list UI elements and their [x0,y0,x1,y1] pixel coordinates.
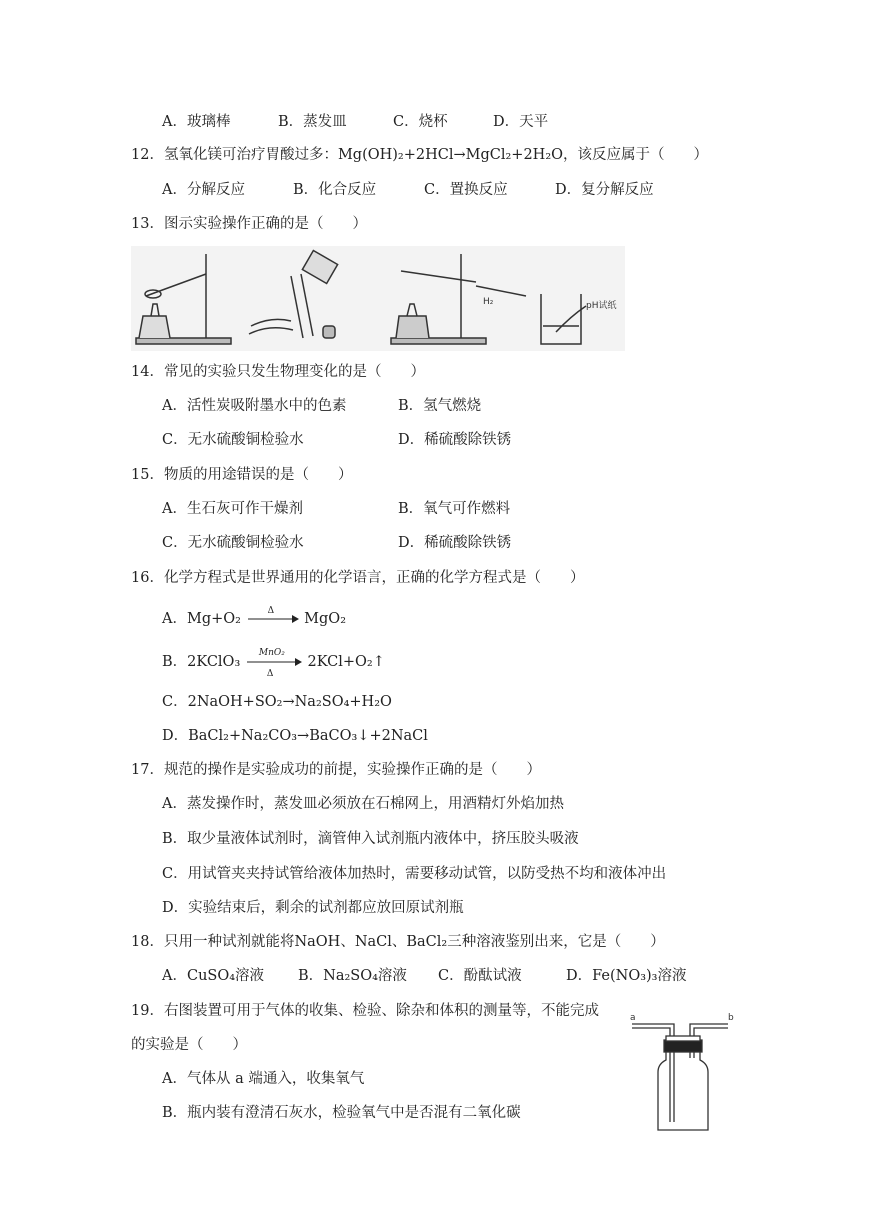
q13-stem: 13．图示实验操作正确的是（ ） [131,216,367,232]
q18-option-c: C．酚酞试液 [438,968,522,984]
q15-options-ab [162,499,510,519]
q16-option-c: C．2NaOH+SO₂→Na₂SO₄+H₂O [162,694,392,710]
gas-bottle-icon [628,1010,738,1135]
q13-lab-figure [131,246,625,351]
q16-b-reactants: B．2KClO₃ [162,654,241,670]
q15-option-c: C．无水硫酸铜检验水 [162,535,304,551]
q12-option-c: C．置换反应 [424,182,508,198]
q15-options-cd [162,533,511,553]
q17-option-d: D．实验结束后，剩余的试剂都应放回原试剂瓶 [162,900,464,916]
q12-options [162,180,654,200]
q16-b-product: 2KCl+O₂↑ [307,654,385,670]
q16-stem: 16．化学方程式是世界通用的化学语言，正确的化学方程式是（ ） [131,570,585,586]
q14-options-ab [162,396,481,416]
q11-options [162,112,548,132]
q19-stem-line2: 的实验是（ ） [131,1037,247,1053]
q18-options [162,966,687,986]
q16-b-arrow-icon [245,652,303,672]
q16-a-condition: Δ [267,606,275,616]
q11-option-a: A．玻璃棒 [162,114,231,130]
q16-option-b [162,648,385,679]
q16-b-catalyst: MnO₂ [258,648,285,658]
q14-option-a: A．活性炭吸附墨水中的色素 [162,398,347,414]
q15-stem: 15．物质的用途错误的是（ ） [131,467,353,483]
q12-option-b: B．化合反应 [293,182,377,198]
q16-a-product: MgO₂ [304,611,347,627]
q13-ph-label: pH试纸 [586,301,617,311]
q15-option-a: A．生石灰可作干燥剂 [162,501,303,517]
q19-figure [628,1010,738,1135]
q18-option-d: D．Fe(NO₃)₃溶液 [566,968,687,984]
q15-option-d: D．稀硫酸除铁锈 [398,535,512,551]
q16-a-reactants: A．Mg+O₂ [162,611,241,627]
q13-h2-label: H₂ [483,297,494,307]
q19-stem-line1: 19．右图装置可用于气体的收集、检验、除杂和体积的测量等，不能完成 [131,1003,599,1019]
q11-option-c: C．烧杯 [393,114,448,130]
q16-a-arrow [246,606,300,629]
q12-option-a: A．分解反应 [162,182,245,198]
q17-stem: 17．规范的操作是实验成功的前提，实验操作正确的是（ ） [131,762,541,778]
q16-b-heat: Δ [266,669,274,679]
q14-option-b: B．氢气燃烧 [398,398,482,414]
q11-option-d: D．天平 [493,114,549,130]
q19-option-b: B．瓶内装有澄清石灰水，检验氧气中是否混有二氧化碳 [162,1105,521,1121]
q19-option-a: A．气体从 a 端通入，收集氧气 [162,1071,365,1087]
q17-option-b: B．取少量液体试剂时，滴管伸入试剂瓶内液体中，挤压胶头吸液 [162,831,579,847]
q16-option-a [162,606,347,629]
q12-stem: 12．氢氧化镁可治疗胃酸过多：Mg(OH)₂+2HCl→MgCl₂+2H₂O，该反应属于（ ） [131,147,709,163]
q12-option-d: D．复分解反应 [555,182,654,198]
q16-option-d: D．BaCl₂+Na₂CO₃→BaCO₃↓+2NaCl [162,728,428,744]
q19-label-b: b [728,1013,734,1023]
q16-a-arrow-icon [246,609,300,629]
q14-stem: 14．常见的实验只发生物理变化的是（ ） [131,364,425,380]
q16-b-arrow [245,648,303,679]
q14-option-c: C．无水硫酸铜检验水 [162,432,304,448]
q18-option-b: B．Na₂SO₄溶液 [298,968,407,984]
q17-option-a: A．蒸发操作时，蒸发皿必须放在石棉网上，用酒精灯外焰加热 [162,796,564,812]
q14-option-d: D．稀硫酸除铁锈 [398,432,512,448]
q18-stem: 18．只用一种试剂就能将NaOH、NaCl、BaCl₂三种溶液鉴别出来，它是（ ） [131,934,665,950]
q15-option-b: B．氧气可作燃料 [398,501,511,517]
q18-option-a: A．CuSO₄溶液 [162,968,265,984]
q17-option-c: C．用试管夹夹持试管给液体加热时，需要移动试管，以防受热不均和液体冲出 [162,866,667,882]
q14-options-cd [162,430,511,450]
q11-option-b: B．蒸发皿 [278,114,347,130]
q13-figure [131,246,625,351]
q19-label-a: a [630,1013,636,1023]
